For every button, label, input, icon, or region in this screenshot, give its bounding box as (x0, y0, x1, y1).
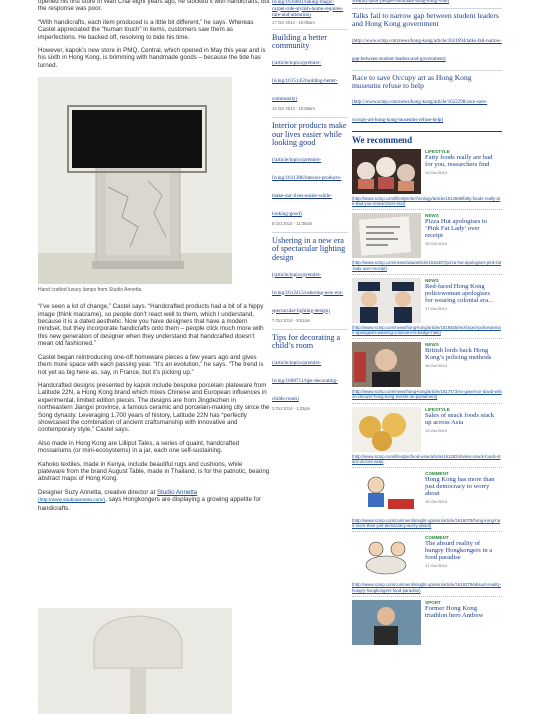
recommend-item[interactable] (352, 278, 502, 323)
related-article-title[interactable]: Interior products make our lives easier while looking good (272, 120, 347, 148)
recommend-date: 15 Oct 2014 (425, 241, 447, 247)
category-label: NEWS (425, 342, 439, 348)
related-article-date: 13 Oct 2014 - 10:55am (272, 105, 315, 111)
category-label: LIFESTYLE (425, 406, 450, 412)
recommend-date: 13 Oct 2014 (425, 427, 447, 433)
recommend-title[interactable]: Red-faced Hong Kong policewoman apologises for wearing colonial era... (425, 282, 494, 304)
related-article-title[interactable]: Tips for decorating a child’s room (272, 332, 341, 351)
divider (352, 338, 502, 339)
related-article-title[interactable]: Building a better community (272, 32, 328, 51)
category-label: COMMENT (425, 471, 449, 477)
related-article[interactable] (272, 34, 348, 111)
article-paragraph: opened his first store in Wan Chai eight years ago, he stocked it with handicrafts, but the response was poor. (38, 0, 270, 13)
recommend-url[interactable]: (http://www.scmp.com/news/hong-kong/article/1618405/red-faced-policewoman-apologises-wearing-colonial-era-badge-hats) (352, 324, 501, 336)
category-label: LIFESTYLE (425, 149, 450, 155)
sidebar (352, 0, 502, 647)
category-label: SPORT (425, 599, 441, 605)
recommend-title[interactable]: British lords back Hong Kong’s policing methods (425, 347, 492, 362)
divider (272, 29, 348, 30)
policewoman-thumbnail[interactable] (352, 278, 421, 323)
recommend-date: 16 Oct 2014 (425, 363, 447, 369)
recommend-date: 15 Oct 2014 (425, 499, 447, 505)
related-article-date: 17 Oct 2014 - 10:05am (272, 19, 315, 25)
divider (272, 232, 348, 233)
recommend-url[interactable]: (http://www.scmp.com/comment/insight-opinion/article/1618279/absurd-reality-hungry-hongkongers-food-paradise) (352, 582, 502, 593)
divider (272, 329, 348, 330)
lamp-photo-2 (38, 608, 232, 714)
recommend-url[interactable]: (http://www.scmp.com/comment/insight-opinion/article/1616075/hong-kong-has-more-than-just-democracy-worry-about) (352, 518, 501, 529)
category-label: COMMENT (425, 535, 449, 541)
article-paragraph: Castel began reintroducing one-off homeware pieces a few years ago and gives them more space with each passing year. “It’s an evolution,” he says. “The trend is not yet as big here as, say, in France, but it’s picking up.” (38, 353, 264, 376)
recommend-date: 13 Oct 2014 (425, 170, 447, 176)
receipt-thumbnail[interactable] (352, 213, 421, 258)
related-article-date: 7 Oct 2014 - 9:51am (272, 317, 311, 323)
article-column (38, 0, 270, 518)
related-article-url[interactable]: (/article/topics/premier-living/1612415/ushering-new-era-spectacular-lighting-design) (272, 271, 344, 314)
lamp-image (38, 77, 232, 284)
article-paragraph: However, kapok’s new store in PMQ, Central, which opened in May this year and is his sixth in Hong Kong, is brimming with handmade goods – because the tide has turned. (38, 47, 266, 69)
news-title[interactable]: Talks fail to narrow gap between student leaders and Hong Kong government (352, 11, 499, 29)
lamp-image-2 (38, 608, 232, 714)
divider (352, 596, 502, 597)
divider (352, 403, 502, 404)
related-article[interactable] (272, 334, 348, 411)
studio-annetta-link[interactable]: Studio Annetta (157, 488, 198, 496)
recommend-title[interactable]: The absurd reality of hungry Hongkongers in a food paradise (425, 540, 493, 562)
category-label: NEWS (425, 213, 439, 219)
divider (272, 117, 348, 118)
recommend-item[interactable] (352, 407, 502, 452)
cupcakes-thumbnail[interactable] (352, 149, 421, 194)
news-item[interactable] (352, 74, 502, 126)
related-article-url[interactable]: (/article/topics/premier-living/1611386/interior-products-make-our-lives-easier-while-looking-good) (272, 156, 342, 217)
recommend-item[interactable] (352, 600, 502, 645)
lamp-photo (38, 77, 232, 284)
recommend-title[interactable]: Pizza Hut apologises to ‘Pink Fat Lady’ over receipt (425, 218, 488, 240)
related-article[interactable] (272, 122, 348, 226)
article-paragraph: Designer Suzy Annetta, creative director at Studio Annetta (http://www.studioannetta.com/), says Hongkongers are displaying a growing appetite for handicrafts. (38, 488, 261, 512)
studio-annetta-url[interactable]: (http://www.studioannetta.com/) (38, 498, 106, 504)
article-paragraph: “I’ve seen a lot of change,” Castel says. “Handcrafted products had a bit of a hippy image (think macrame), so people don’t react well to them, which I understand, because it is a dated aesthetic. Now you have designers that have a modern mindset, but they incorporate handicrafts onto them – people click much more with this new generation of designer when they understand that handcrafted doesn’t mean old fashioned.” (38, 303, 264, 348)
recommend-url[interactable]: (http://www.scmp.com/lifestyle/food-wine/article/1612924/sales-snack-foods-stack-across-asia) (352, 453, 501, 464)
lords-thumbnail[interactable] (352, 342, 421, 387)
recommend-item[interactable] (352, 342, 502, 387)
article-paragraph: “With handicrafts, each item produced is a little bit different,” he says. Whereas Castel appreciated the “human touch” in items, customers saw them as imperfections. He backed off, resolving to bide his time. (38, 18, 254, 41)
article-paragraph: Kahoko textiles, made in Kenya, include beautiful rugs and cushions, while plateware from the brand August Table, made in Thailand, is for the patriotic, bearing abstract maps of Hong Kong. (38, 460, 270, 483)
photo-caption: Hand crafted luxury lamps from Studio Annetta (38, 287, 142, 294)
recommend-date: 17 Oct 2014 (425, 305, 447, 311)
related-article-title[interactable]: Ushering in a new era of spectacular lighting design (272, 235, 346, 262)
article-paragraph: Also made in Hong Kong are Lilliput Tales, a series of quaint, handcrafted mossariums (or mini-ecosystems) in a jar, each one self-sustaining. (38, 439, 240, 455)
divider (352, 70, 502, 71)
news-item[interactable] (352, 12, 502, 64)
recommend-url[interactable]: (http://www.scmp.com/news/asia/article/1616407/pizza-hut-apologises-pink-fat-lady-over-receipt) (352, 260, 502, 271)
divider (352, 8, 502, 9)
recommend-title[interactable]: Fatty foods really are bad for you, researchers find (425, 154, 493, 169)
news-url[interactable]: (http://www.scmp.com/news/hong-kong/article/1622298/race-save-occupy-art-hong-kong-museums-refuse-help) (352, 100, 488, 124)
related-article-url[interactable]: (/article/topics/premier-living/1608711/tips-decorating-childs-room) (272, 359, 338, 402)
recommend-title[interactable]: Sales of snack foods stack up across Asia (425, 411, 495, 426)
recommend-date: 17 Oct 2014 (425, 563, 447, 569)
news-url[interactable]: (http://www.scmp.com/news/hong-kong/article/1621694/talks-fail-narrow-gap-between-student-leaders-and-government) (352, 38, 502, 62)
related-article-date: 8 Oct 2014 - 11:30am (272, 220, 313, 226)
related-article-url[interactable]: living/1616801/taking-magic-carpet-ride-stylish-home-requires-rare-and-attention) (272, 0, 344, 19)
recommend-title[interactable]: Former Hong Kong triathlon hero Andrew (425, 604, 484, 619)
recommend-item[interactable] (352, 213, 502, 258)
article-paragraph: Handcrafted designs presented by kapok include bespoke porcelain plateware from Latitude 22N, a Hong Kong brand which mixes Chinese and European influences in experimental, limited edition pieces. The designs are from Jingdezhen in northeastern Jiangxi province, a famous ceramic and porcelain-making city since the Song dynasty. Leveraging 1,700 years of history, Latitude 22N has “perfectly showcased the combination of ancient craftsmanship with innovative and contemporary style,” Castel says. (38, 381, 270, 434)
divider (352, 209, 502, 210)
related-articles-column (272, 0, 348, 417)
divider (352, 467, 502, 468)
recommend-url[interactable]: (http://www.scmp.com/news/hong-kong/article/1617473/ex-governor-david-wilson-discuss-hong-kong-events-uk-parliament) (352, 389, 502, 400)
triathlon-thumbnail[interactable] (352, 600, 421, 645)
divider (352, 274, 502, 275)
news-url[interactable]: wealthy-poor-people-dominate-hong-kong-vote) (352, 0, 450, 4)
category-label: NEWS (425, 277, 439, 283)
recommend-item[interactable] (352, 149, 502, 194)
related-article-url[interactable]: (/article/topics/premier-living/1615145/building-better-community) (272, 59, 338, 102)
cartoon-food-thumbnail[interactable] (352, 535, 421, 580)
related-article-date: 3 Oct 2014 - 1:22pm (272, 405, 311, 411)
recommend-url[interactable]: (http://www.scmp.com/lifestyle/technology/article/1614568/fatty-foods-really-are-bad-you-researchers-find) (352, 196, 501, 207)
recommend-item[interactable] (352, 535, 502, 580)
related-article[interactable] (272, 237, 348, 323)
we-recommend-heading: We recommend (352, 131, 502, 145)
recommend-title[interactable]: Hong Kong has more than just democracy to worry about (425, 476, 495, 498)
snacks-thumbnail[interactable] (352, 407, 421, 452)
recommend-item[interactable] (352, 471, 502, 516)
news-title[interactable]: Race to save Occupy art as Hong Kong museums refuse to help (352, 72, 472, 90)
cartoon-thumbnail[interactable] (352, 471, 421, 516)
divider (352, 531, 502, 532)
